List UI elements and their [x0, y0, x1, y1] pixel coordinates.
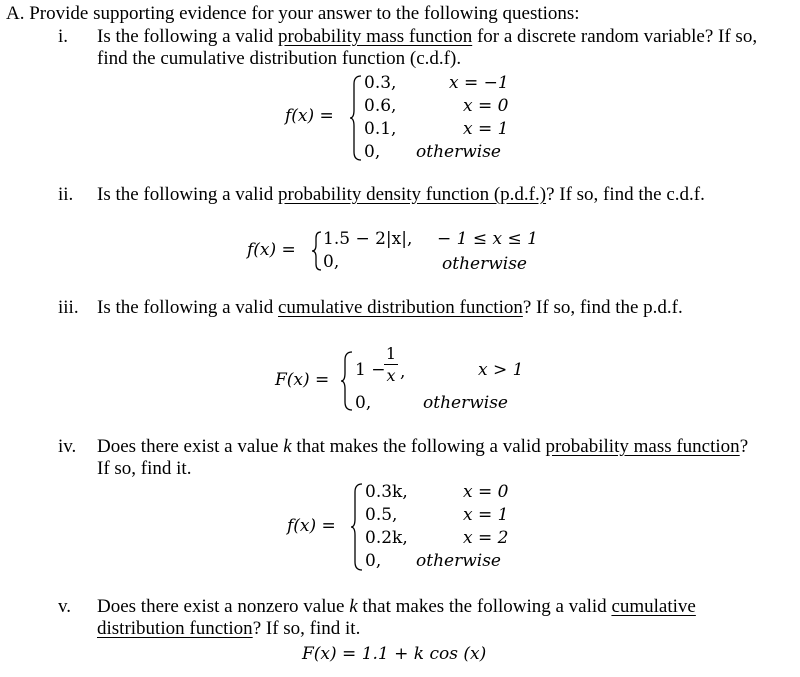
question-i-term: probability mass function	[278, 26, 473, 47]
question-iv-case-cond-3: x = 2	[463, 528, 509, 548]
question-number-v: v.	[58, 596, 72, 617]
question-iv-term: probability mass function	[545, 436, 740, 457]
question-number-ii: ii.	[58, 184, 74, 205]
question-iii-lhs: F(x) =	[275, 370, 330, 390]
question-i-case-expr-1: 0.3,	[364, 73, 397, 93]
question-ii-brace	[311, 230, 323, 272]
question-v-formula: F(x) = 1.1 + k cos (x)	[302, 644, 487, 664]
question-iv-case-expr-2: 0.5,	[365, 505, 398, 525]
question-iii-term: cumulative distribution function	[278, 297, 523, 318]
question-ii-term: probability density function (p.d.f.)	[278, 184, 547, 205]
question-i-lhs: f(x) =	[285, 106, 334, 126]
question-v-text-line2	[97, 618, 360, 640]
question-iii-case-expr-2: 0,	[355, 393, 372, 413]
question-ii-lhs: f(x) =	[247, 240, 296, 260]
question-v-term: cumulative	[611, 596, 696, 617]
question-v-term-line2: distribution function	[97, 618, 253, 639]
question-iv-text-pre: Does there exist a value	[97, 436, 284, 457]
question-iv-case-expr-4: 0,	[365, 551, 382, 571]
question-i-text	[97, 26, 757, 48]
question-iv-k: k	[283, 436, 292, 457]
question-i-case-expr-4: 0,	[364, 142, 381, 162]
question-i-case-cond-2: x = 0	[463, 96, 509, 116]
question-number-i: i.	[58, 26, 69, 47]
question-iii-fraction-numerator: 1	[385, 344, 397, 363]
question-i-case-cond-1: x = −1	[449, 73, 509, 93]
question-iv-brace	[350, 482, 364, 572]
question-ii-case-cond-2: otherwise	[442, 254, 527, 274]
fraction-bar	[384, 364, 398, 365]
question-ii-text	[97, 184, 705, 206]
question-iv-lhs: f(x) =	[287, 516, 336, 536]
question-v-text-pre: Does there exist a nonzero value	[97, 596, 350, 617]
question-iii-case1-post: ,	[400, 362, 406, 382]
question-v-text-mid: that makes the following a valid	[357, 596, 612, 617]
question-ii-case-expr-1: 1.5 − 2|x|,	[323, 229, 413, 249]
question-iv-text-post: ?	[739, 436, 749, 457]
question-iv-case-cond-1: x = 0	[463, 482, 509, 502]
question-iv-text-mid: that makes the following a valid	[291, 436, 546, 457]
question-v-text	[97, 596, 696, 618]
question-iv-text-line2: If so, find it.	[97, 458, 192, 479]
question-ii-case-expr-2: 0,	[323, 252, 340, 272]
question-iv-case-cond-4: otherwise	[416, 551, 501, 571]
question-iii-fraction	[384, 344, 398, 385]
question-i-text-pre: Is the following a valid	[97, 26, 278, 47]
question-i-case-expr-3: 0.1,	[364, 119, 397, 139]
section-heading: A. Provide supporting evidence for your answer to the following questions:	[6, 3, 580, 24]
question-iii-text	[97, 297, 683, 319]
question-v-text-post: ? If so, find it.	[252, 618, 361, 639]
question-ii-text-pre: Is the following a valid	[97, 184, 278, 205]
question-iv-case-expr-3: 0.2k,	[365, 528, 408, 548]
question-ii-case-cond-1: − 1 ≤ x ≤ 1	[437, 229, 538, 249]
question-ii-text-post: ? If so, find the c.d.f.	[546, 184, 705, 205]
question-number-iv: iv.	[58, 436, 77, 457]
question-i-case-expr-2: 0.6,	[364, 96, 397, 116]
question-iii-case-cond-1: x > 1	[478, 360, 524, 380]
question-i-text-post: for a discrete random variable? If so,	[472, 26, 758, 47]
question-v-k: k	[349, 596, 358, 617]
question-iii-fraction-denominator: x	[386, 366, 396, 385]
question-iii-brace	[340, 350, 354, 412]
question-iv-case-cond-2: x = 1	[463, 505, 509, 525]
question-i-case-cond-3: x = 1	[463, 119, 509, 139]
question-i-brace	[349, 74, 363, 162]
question-iii-text-pre: Is the following a valid	[97, 297, 278, 318]
question-iii-case1-pre: 1 −	[355, 360, 386, 380]
question-i-text-line2: find the cumulative distribution function (c.d.f).	[97, 48, 462, 69]
question-iv-text	[97, 436, 748, 458]
question-iii-text-post: ? If so, find the p.d.f.	[522, 297, 683, 318]
question-iv-case-expr-1: 0.3k,	[365, 482, 408, 502]
question-number-iii: iii.	[58, 297, 79, 318]
question-i-case-cond-4: otherwise	[416, 142, 501, 162]
question-iii-case-cond-2: otherwise	[423, 393, 508, 413]
